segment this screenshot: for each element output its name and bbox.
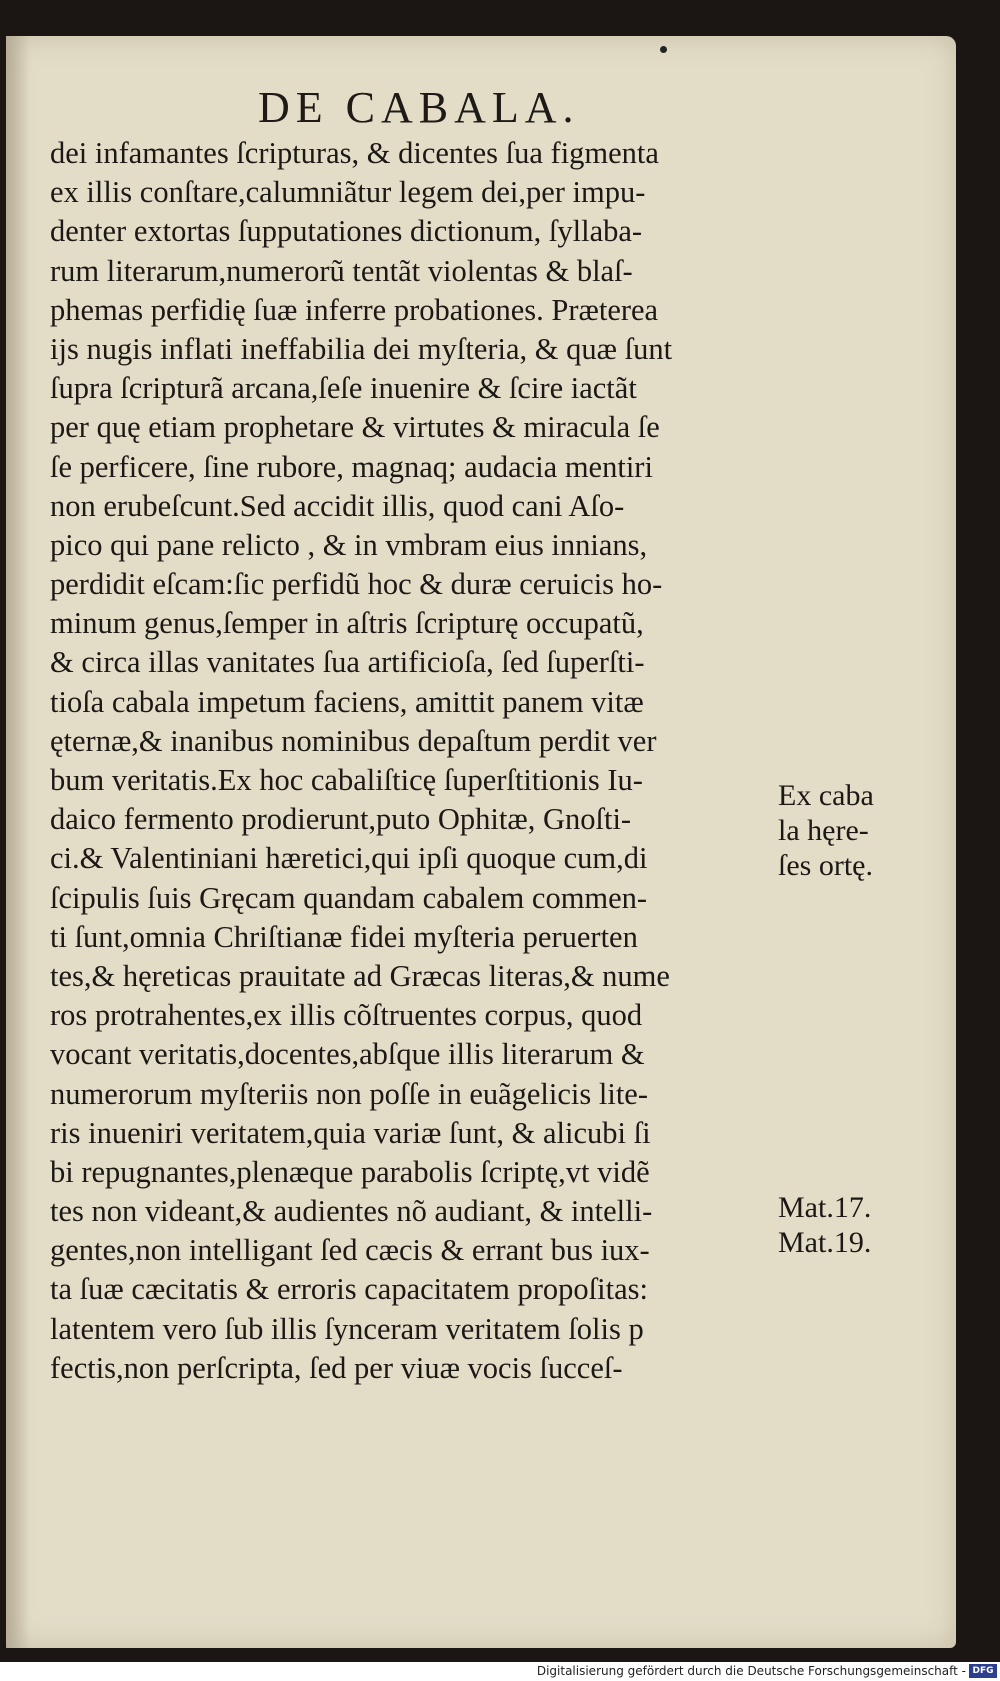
text-line: ros protrahentes,ex illis cõſtruentes corpus, quod bbox=[50, 998, 643, 1033]
text-line: ci.& Valentiniani hæretici,qui ipſi quoque cum,di bbox=[50, 841, 648, 876]
marginal-note-heresies bbox=[778, 778, 874, 883]
body-text bbox=[50, 134, 790, 1388]
text-line: ris inueniri veritatem,quia variæ ſunt, & alicubi ſi bbox=[50, 1115, 651, 1150]
marginal-note-line: la hęre- bbox=[778, 814, 869, 847]
text-line: ta ſuæ cæcitatis & erroris capacitatem propoſitas: bbox=[50, 1272, 648, 1307]
text-line: tes non videant,& audientes nõ audiant, & intelli- bbox=[50, 1194, 653, 1229]
text-line: per quę etiam prophetare & virtutes & miracula ſe bbox=[50, 410, 660, 445]
marginal-note-references bbox=[778, 1190, 871, 1260]
page-binding-shadow bbox=[6, 36, 30, 1648]
marginal-note-line: Mat.17. bbox=[778, 1191, 872, 1224]
text-line: ſupra ſcripturã arcana,ſeſe inuenire & ſcire iactãt bbox=[50, 371, 637, 406]
text-line: numerorum myſteriis non poſſe in euãgelicis lite- bbox=[50, 1076, 648, 1111]
text-line: ęternæ,& inanibus nominibus depaſtum perdit ver bbox=[50, 723, 657, 758]
text-line: phemas perfidię ſuæ inferre probationes. Præterea bbox=[50, 292, 659, 327]
marginal-note-line: Mat.19. bbox=[778, 1226, 872, 1259]
text-line: fectis,non perſcripta, ſed per viuæ vocis ſucceſ- bbox=[50, 1350, 623, 1385]
text-line: rum literarum,numerorũ tentãt violentas & blaſ- bbox=[50, 253, 633, 288]
text-line: bum veritatis.Ex hoc cabaliſticę ſuperſtitionis Iu- bbox=[50, 763, 643, 797]
text-line: ti ſunt,omnia Chriſtianæ fidei myſteria peruerten bbox=[50, 919, 638, 954]
ink-spot bbox=[660, 46, 667, 53]
text-line: ſcipulis ſuis Gręcam quandam cabalem commen- bbox=[50, 880, 648, 915]
text-line: dei infamantes ſcripturas, & dicentes ſua figmenta bbox=[50, 136, 659, 170]
text-line: gentes,non intelligant ſed cæcis & errant bus iux- bbox=[50, 1233, 650, 1268]
text-line: daico fermento prodierunt,puto Ophitæ, Gnoſti- bbox=[50, 802, 632, 837]
text-line: tioſa cabala impetum faciens, amittit panem vitæ bbox=[50, 684, 644, 719]
text-line: latentem vero ſub illis ſynceram veritatem ſolis p bbox=[50, 1311, 644, 1346]
marginal-note-line: ſes ortę. bbox=[778, 849, 873, 882]
text-line: non erubeſcunt.Sed accidit illis, quod cani Aſo- bbox=[50, 488, 625, 523]
text-line: ex illis conſtare,calumniãtur legem dei,per impu- bbox=[50, 175, 646, 210]
dfg-logo: DFG bbox=[969, 1664, 997, 1678]
text-line: pico qui pane relicto , & in vmbram eius innians, bbox=[50, 527, 648, 562]
text-line: tes,& hęreticas prauitate ad Græcas literas,& nume bbox=[50, 958, 670, 993]
text-line: & circa illas vanitates ſua artificioſa, ſed ſuperſti- bbox=[50, 645, 645, 680]
text-line: bi repugnantes,plenæque parabolis ſcriptę,vt vidẽ bbox=[50, 1154, 650, 1189]
text-line: denter extortas ſupputationes dictionum, ſyllaba- bbox=[50, 214, 643, 249]
running-header: DE CABALA. bbox=[258, 83, 580, 132]
text-line: vocant veritatis,docentes,abſque illis literarum & bbox=[50, 1037, 645, 1072]
marginal-note-line: Ex caba bbox=[778, 779, 874, 812]
text-line: ſe perficere, ſine rubore, magnaq; audacia mentiri bbox=[50, 449, 653, 484]
footer-credit: Digitalisierung gefördert durch die Deutsche Forschungsgemeinschaft - bbox=[536, 1664, 966, 1678]
text-line: ijs nugis inflati ineffabilia dei myſteria, & quæ ſunt bbox=[50, 331, 673, 366]
text-line: perdidit eſcam:ſic perfidũ hoc & duræ ceruicis ho- bbox=[50, 567, 663, 602]
text-line: minum genus,ſemper in aſtris ſcripturę occupatũ, bbox=[50, 606, 644, 641]
